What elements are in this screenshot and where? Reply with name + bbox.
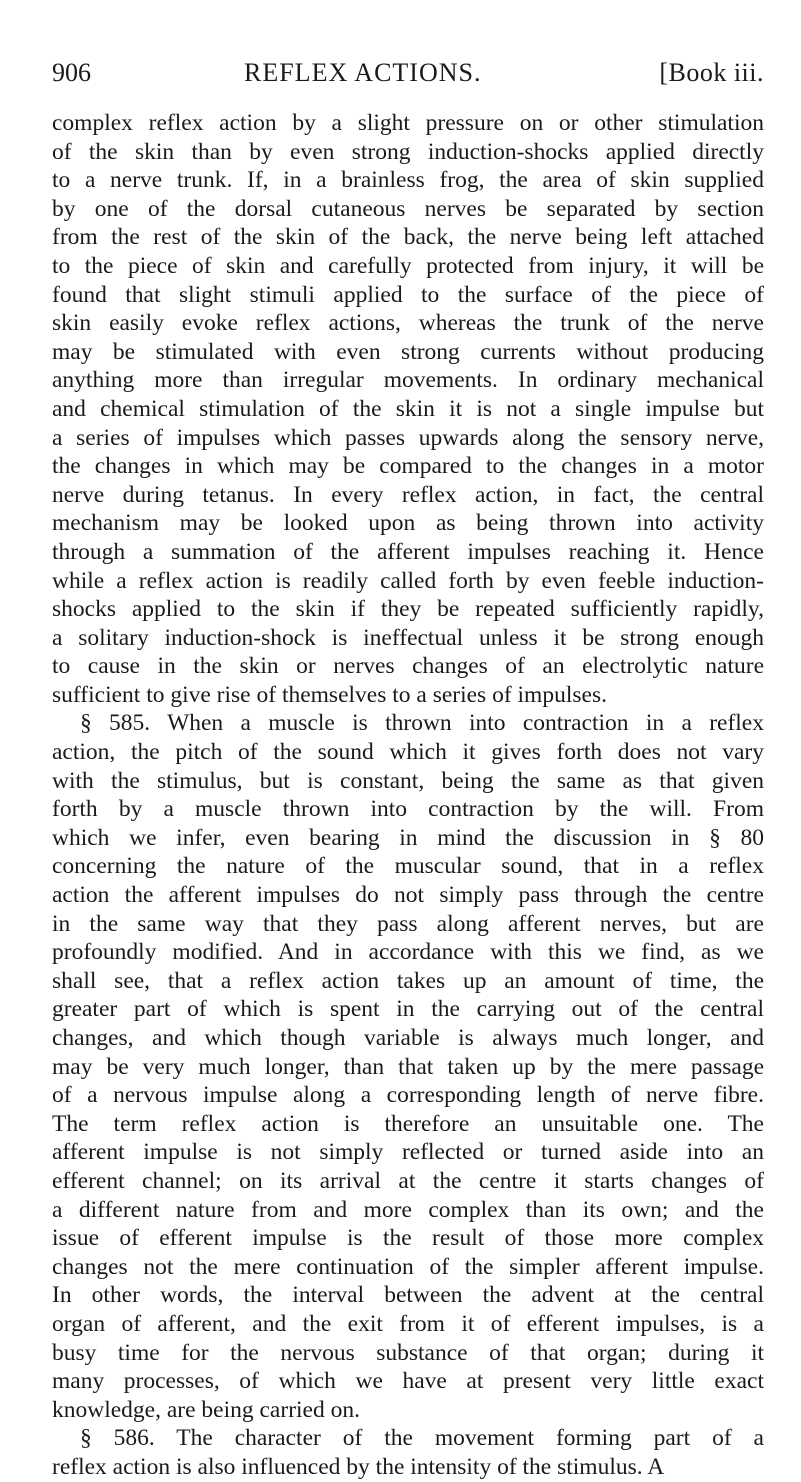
text-line: which we infer, even bearing in mind the discussion in § 80 [52, 824, 764, 851]
text-line: anything more than irregular movements. In ordinary mechanical [52, 367, 764, 394]
running-title: REFLEX ACTIONS. [244, 58, 482, 87]
text-line: changes, and which though variable is always much longer, and [52, 1025, 764, 1051]
text-line: § 585. When a muscle is thrown into contraction in a reflex [80, 710, 764, 737]
text-line: efferent channel; on its arrival at the centre it starts changes of [52, 1167, 764, 1194]
text-line: the changes in which may be compared to the changes in a motor [52, 453, 764, 480]
text-line: greater part of which is spent in the carrying out of the central [52, 996, 764, 1023]
text-line: The term reflex action is therefore an unsuitable one. The [52, 1110, 764, 1137]
text-line: § 586. The character of the movement forming part of a [80, 1425, 764, 1452]
text-line: afferent impulse is not simply reflected or turned aside into an [52, 1139, 764, 1166]
text-line: while a reflex action is readily called forth by even feeble induction- [52, 567, 764, 594]
text-line: complex reflex action by a slight pressure on or other stimulation [52, 110, 764, 136]
text-line: In other words, the interval between the advent at the central [52, 1282, 764, 1309]
body-text [52, 109, 764, 1482]
text-line: changes not the mere continuation of the simpler afferent impulse. [52, 1253, 764, 1280]
page-header [52, 55, 764, 91]
text-line: through a summation of the afferent impulses reaching it. Hence [52, 538, 764, 565]
text-line: shocks applied to the skin if they be repeated sufficiently rapidly, [52, 596, 764, 623]
text-line: of a nervous impulse along a corresponding length of nerve fibre. [52, 1082, 764, 1109]
text-line: from the rest of the skin of the back, the nerve being left attached [52, 224, 764, 251]
book-reference: [Book iii. [659, 58, 764, 87]
text-line: a different nature from and more complex than its own; and the [52, 1196, 764, 1223]
text-line: may be stimulated with even strong currents without producing [52, 338, 764, 365]
text-line: and chemical stimulation of the skin it is not a single impulse but [52, 395, 764, 422]
text-line: organ of afferent, and the exit from it of efferent impulses, is a [52, 1310, 764, 1337]
text-line: of the skin than by even strong induction-shocks applied directly [52, 138, 764, 165]
text-line: shall see, that a reflex action takes up an amount of time, the [52, 967, 764, 994]
text-line: to cause in the skin or nerves changes of an electrolytic nature [52, 653, 764, 680]
text-line: by one of the dorsal cutaneous nerves be separated by section [52, 195, 764, 222]
text-line: a series of impulses which passes upwards along the sensory nerve, [52, 424, 764, 451]
text-line: reflex action is also influenced by the intensity of the stimulus. A [52, 1453, 665, 1480]
text-line: a solitary induction-shock is ineffectual unless it be strong enough [52, 624, 764, 651]
text-line: to the piece of skin and carefully protected from injury, it will be [52, 252, 764, 279]
text-line: nerve during tetanus. In every reflex action, in fact, the central [52, 481, 764, 508]
text-line: to a nerve trunk. If, in a brainless frog, the area of skin supplied [52, 167, 764, 194]
text-line: mechanism may be looked upon as being thrown into activity [52, 510, 764, 537]
text-line: action the afferent impulses do not simply pass through the centre [52, 882, 764, 909]
text-line: with the stimulus, but is constant, being the same as that given [52, 767, 764, 794]
text-line: action, the pitch of the sound which it gives forth does not vary [52, 739, 764, 766]
text-line: sufficient to give rise of themselves to a series of impulses. [52, 681, 607, 708]
text-line: skin easily evoke reflex actions, whereas the trunk of the nerve [52, 310, 764, 337]
text-line: in the same way that they pass along afferent nerves, but are [52, 910, 764, 937]
text-line: many processes, of which we have at present very little exact [52, 1368, 764, 1395]
text-line: concerning the nature of the muscular sound, that in a reflex [52, 853, 764, 880]
text-line: found that slight stimuli applied to the surface of the piece of [52, 281, 764, 308]
text-line: profoundly modified. And in accordance with this we find, as we [52, 939, 764, 966]
text-line: may be very much longer, than that taken up by the mere passage [52, 1053, 764, 1080]
text-line: forth by a muscle thrown into contraction by the will. From [52, 796, 764, 823]
page-number: 906 [52, 58, 91, 87]
text-line: busy time for the nervous substance of that organ; during it [52, 1339, 764, 1366]
text-line: knowledge, are being carried on. [52, 1396, 360, 1423]
text-line: issue of efferent impulse is the result of those more complex [52, 1225, 764, 1252]
